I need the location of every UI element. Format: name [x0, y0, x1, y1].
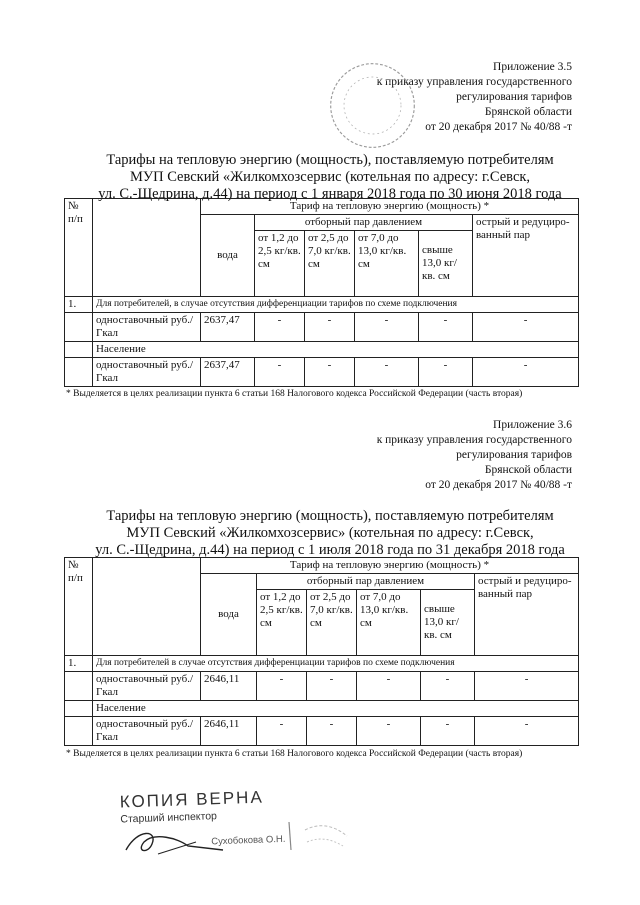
title-line: МУП Севский «Жилкомхозсервис (котельная по адресу: г.Севск,	[129, 169, 531, 185]
cell-empty	[65, 313, 93, 342]
header-p3: от 7,0 до 13,0 кг/кв. см	[357, 590, 421, 656]
rate-label: одноставочный руб./Гкал	[93, 358, 201, 387]
stamp-line-2: Старший инспектор	[120, 810, 218, 826]
header-sharp: острый и редуциро-ванный пар	[473, 215, 579, 297]
appendix-line: Приложение 3.6	[493, 419, 572, 431]
rate-label: одноставочный руб./Гкал	[93, 672, 201, 701]
header-water: вода	[201, 574, 257, 656]
stamp-signer-name: Сухобокова О.Н.	[211, 833, 286, 848]
row-text: Для потребителей в случае отсутствия дифференциации тарифов по схеме подключения	[93, 656, 579, 672]
cell-dash: -	[475, 672, 579, 701]
cell-dash: -	[419, 358, 473, 387]
cell-empty	[65, 358, 93, 387]
header-empty	[93, 558, 201, 656]
cell-dash: -	[473, 358, 579, 387]
cell-dash: -	[421, 717, 475, 746]
appendix-line: Брянской области	[484, 106, 572, 118]
header-p3: от 7,0 до 13,0 кг/кв. см	[355, 231, 419, 297]
title-line: Тарифы на тепловую энергию (мощность), поставляемую потребителям	[106, 152, 554, 168]
seal-icon	[325, 58, 420, 153]
row-num: 1.	[65, 656, 93, 672]
header-steam: отборный пар давлением	[255, 215, 473, 231]
footnote-1: * Выделяется в целях реализации пункта 6 статьи 168 Налогового кодекса Российской Федерации (часть вторая)	[66, 389, 523, 399]
appendix-line: регулирования тарифов	[456, 449, 572, 461]
header-steam: отборный пар давлением	[257, 574, 475, 590]
title-line: Тарифы на тепловую энергию (мощность), поставляемую потребителям	[106, 508, 554, 524]
appendix-block-2	[377, 418, 572, 493]
rate-value-water: 2637,47	[201, 358, 255, 387]
tariff-table-2	[64, 557, 579, 746]
cell-empty	[65, 672, 93, 701]
title-line: ул. С.-Щедрина, д.44) на период с 1 июля 2018 года по 31 декабря 2018 года	[95, 542, 565, 558]
appendix-line: Приложение 3.5	[493, 61, 572, 73]
cell-empty	[65, 701, 93, 717]
tariff-table-1	[64, 198, 579, 387]
table-row	[65, 358, 579, 387]
cell-dash: -	[355, 358, 419, 387]
header-empty	[93, 199, 201, 297]
stamp-line-1: КОПИЯ ВЕРНА	[119, 787, 265, 812]
cell-dash: -	[419, 313, 473, 342]
header-p2: от 2,5 до 7,0 кг/кв. см	[305, 231, 355, 297]
title-block-1	[60, 152, 600, 203]
cell-dash: -	[475, 717, 579, 746]
header-tariff: Тариф на тепловую энергию (мощность) *	[201, 558, 579, 574]
cell-dash: -	[255, 358, 305, 387]
header-p4: свыше 13,0 кг/ кв. см	[419, 231, 473, 297]
row-text: Для потребителей, в случае отсутствия дифференциации тарифов по схеме подключения	[93, 297, 579, 313]
header-num: № п/п	[65, 558, 93, 656]
cell-empty	[65, 717, 93, 746]
appendix-line: от 20 декабря 2017 № 40/88 -т	[425, 121, 572, 133]
header-p1: от 1,2 до 2,5 кг/кв. см	[257, 590, 307, 656]
cell-dash: -	[473, 313, 579, 342]
signature-icon	[118, 820, 228, 860]
cell-dash: -	[307, 717, 357, 746]
table-row	[65, 717, 579, 746]
header-water: вода	[201, 215, 255, 297]
appendix-line: от 20 декабря 2017 № 40/88 -т	[425, 479, 572, 491]
cell-dash: -	[421, 672, 475, 701]
header-p1: от 1,2 до 2,5 кг/кв. см	[255, 231, 305, 297]
cell-dash: -	[305, 313, 355, 342]
header-sharp: острый и редуциро-ванный пар	[475, 574, 579, 656]
population-label: Население	[93, 342, 579, 358]
cell-dash: -	[357, 717, 421, 746]
footnote-2: * Выделяется в целях реализации пункта 6 статьи 168 Налогового кодекса Российской Федерации (часть вторая)	[66, 749, 523, 759]
table-row	[65, 313, 579, 342]
faint-seal-icon	[285, 812, 355, 857]
appendix-line: Брянской области	[484, 464, 572, 476]
cell-dash: -	[257, 672, 307, 701]
appendix-line: к приказу управления государственного	[376, 434, 572, 446]
cell-dash: -	[307, 672, 357, 701]
title-line: МУП Севский «Жилкомхозсервис» (котельная по адресу: г.Севск,	[126, 525, 534, 541]
appendix-line: регулирования тарифов	[456, 91, 572, 103]
title-block-2	[60, 508, 600, 559]
row-num: 1.	[65, 297, 93, 313]
rate-label: одноставочный руб./Гкал	[93, 313, 201, 342]
rate-value-water: 2646,11	[201, 717, 257, 746]
rate-label: одноставочный руб./Гкал	[93, 717, 201, 746]
header-p2: от 2,5 до 7,0 кг/кв. см	[307, 590, 357, 656]
header-num: № п/п	[65, 199, 93, 297]
cell-dash: -	[257, 717, 307, 746]
header-p4: свыше 13,0 кг/ кв. см	[421, 590, 475, 656]
title-line: ул. С.-Щедрина, д.44) на период с 1 января 2018 года по 30 июня 2018 года	[98, 186, 562, 202]
rate-value-water: 2637,47	[201, 313, 255, 342]
population-label: Население	[93, 701, 579, 717]
appendix-line: к приказу управления государственного	[376, 76, 572, 88]
cell-dash: -	[305, 358, 355, 387]
cell-dash: -	[355, 313, 419, 342]
cell-empty	[65, 342, 93, 358]
header-tariff: Тариф на тепловую энергию (мощность) *	[201, 199, 579, 215]
rate-value-water: 2646,11	[201, 672, 257, 701]
cell-dash: -	[357, 672, 421, 701]
cell-dash: -	[255, 313, 305, 342]
table-row	[65, 672, 579, 701]
